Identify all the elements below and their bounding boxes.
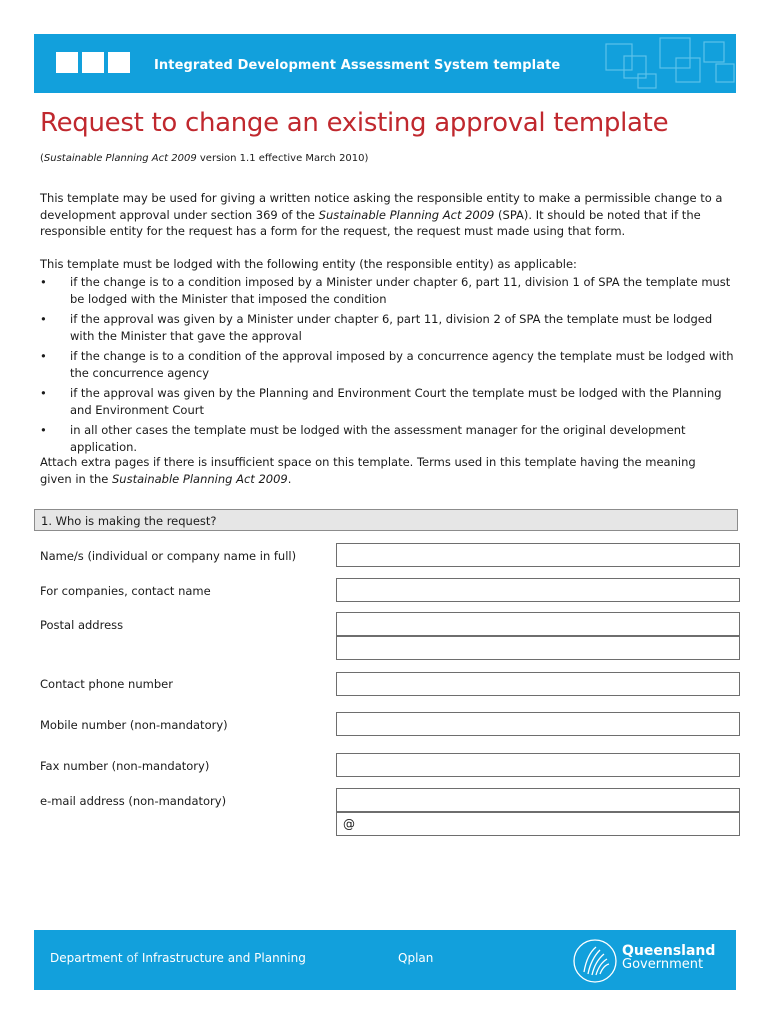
- name-label: Name/s (individual or company name in full): [40, 549, 297, 563]
- mobile-field[interactable]: [336, 712, 740, 736]
- attach-paragraph: Attach extra pages if there is insufficient space on this template. Terms used in this template having the meaning given in the Sustainable Planning Act 2009.: [40, 455, 696, 486]
- version-line: (Sustainable Planning Act 2009 version 1.1 effective March 2010): [40, 153, 369, 164]
- document-title: Request to change an existing approval template: [40, 108, 669, 138]
- email-field-line-2[interactable]: [336, 812, 740, 836]
- queensland-crest-icon: [572, 938, 618, 984]
- phone-field[interactable]: [336, 672, 740, 696]
- list-item: • if the change is to a condition of the approval imposed by a concurrence agency the template must be lodged with the concurrence agency: [40, 349, 734, 380]
- name-field[interactable]: [336, 543, 740, 567]
- intro-paragraph: This template may be used for giving a written notice asking the responsible entity to make a permissible change to a development approval under section 369 of the Sustainable Planning Act 2009 (SPA). It should be noted that if the responsible entity for the request has a form for the request, the request must made using that form.: [40, 191, 723, 238]
- footer-band: [34, 930, 736, 990]
- section-1-header: [34, 509, 738, 531]
- phone-label: Contact phone number: [40, 677, 173, 691]
- mobile-label: Mobile number (non-mandatory): [40, 718, 228, 732]
- fax-label: Fax number (non-mandatory): [40, 759, 210, 773]
- qplan-label: Qplan: [398, 951, 434, 965]
- header-band: [34, 34, 736, 93]
- postal-address-field-line-1[interactable]: [336, 612, 740, 636]
- contact-name-field[interactable]: [336, 578, 740, 602]
- list-item: • if the approval was given by a Minister under chapter 6, part 11, division 2 of SPA the template must be lodged with the Minister that gave the approval: [40, 312, 713, 343]
- section-1-heading: 1. Who is making the request?: [41, 514, 217, 528]
- queensland-government-wordmark: Queensland Government: [622, 943, 716, 972]
- email-label: e-mail address (non-mandatory): [40, 794, 227, 808]
- entity-list: [40, 274, 740, 459]
- lodge-intro: This template must be lodged with the following entity (the responsible entity) as applicable:: [40, 257, 577, 271]
- fax-field[interactable]: [336, 753, 740, 777]
- ids-logo-icon: [56, 52, 130, 73]
- list-item: • if the change is to a condition imposed by a Minister under chapter 6, part 11, division 1 of SPA the template must be lodged with the Minister that imposed the condition: [40, 275, 731, 306]
- list-item: • in all other cases the template must be lodged with the assessment manager for the original development application.: [40, 423, 686, 454]
- at-sign: @: [343, 817, 355, 831]
- email-field-line-1[interactable]: [336, 788, 740, 812]
- list-item: • if the approval was given by the Planning and Environment Court the template must be lodged with the Planning and Environment Court: [40, 386, 722, 417]
- act-name: Sustainable Planning Act 2009: [43, 153, 197, 164]
- department-name: Department of Infrastructure and Planning: [50, 951, 306, 965]
- header-title: Integrated Development Assessment System template: [154, 58, 561, 73]
- postal-address-field-line-2[interactable]: [336, 636, 740, 660]
- decorative-squares-icon: [576, 34, 736, 93]
- postal-address-label: Postal address: [40, 618, 124, 632]
- contact-name-label: For companies, contact name: [40, 584, 211, 598]
